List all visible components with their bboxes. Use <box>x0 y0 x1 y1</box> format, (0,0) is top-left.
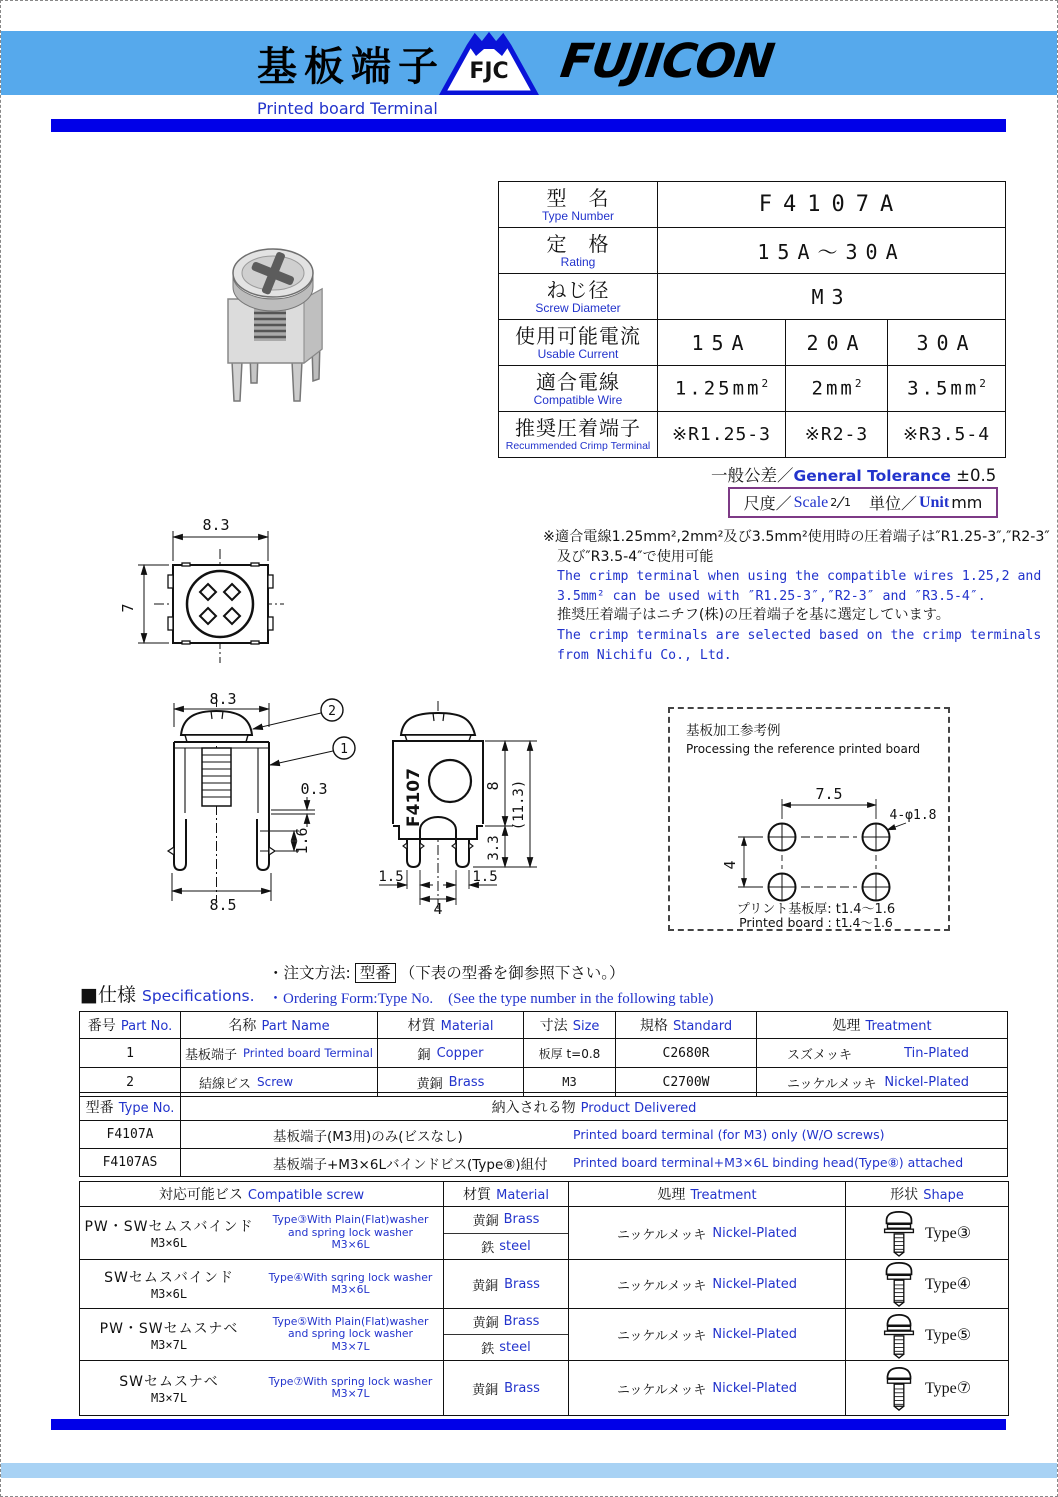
screw-diameter-value: M3 <box>658 274 1006 320</box>
screw-type3-icon <box>883 1209 915 1257</box>
spec-row-crimp-terminal: 推奨圧着端子 Recummended Crimp Terminal ※R1.25-3 ※R2-3 ※R3.5-4 <box>499 412 1006 458</box>
svg-text:8.5: 8.5 <box>209 896 237 914</box>
svg-text:7.5: 7.5 <box>815 785 843 803</box>
spec-row-usable-current: 使用可能電流 Usable Current 15A 20A 30A <box>499 320 1006 366</box>
type-number-table <box>79 1092 1008 1177</box>
svg-text:8: 8 <box>484 781 502 791</box>
spec-row-type-number: 型 名 Type Number F4107A <box>499 182 1006 228</box>
doc-subtitle: Printed board Terminal <box>257 99 438 118</box>
type-row-f4107as: F4107AS 基板端子+M3×6Lバインドビス(Type⑧)組付 Printed board terminal+M3×6L binding head(Type⑧) attached <box>80 1149 1008 1177</box>
screw-type7-icon <box>883 1364 915 1412</box>
svg-text:(11.3): (11.3) <box>511 779 527 831</box>
pcb-reference-box <box>668 707 950 931</box>
svg-text:1.5: 1.5 <box>378 869 404 885</box>
svg-text:1.5: 1.5 <box>472 869 498 885</box>
fjc-logo-text: FJC <box>469 59 509 84</box>
general-tolerance: 一般公差／General Tolerance ±0.5 <box>711 466 997 485</box>
svg-text:3.3: 3.3 <box>486 835 502 861</box>
page-title: 基板端子 <box>257 44 445 90</box>
parts-table <box>79 1011 1008 1097</box>
front-view-drawing <box>139 691 367 916</box>
screw-row-type7: SWセムスナベ M3×7L Type⑦With spring lock washer M3×7L 黄銅 Brass ニッケルメッキ Nickel-Plated Type⑦ <box>80 1361 1009 1416</box>
svg-text:Processing the reference print: Processing the reference printed board <box>686 742 921 756</box>
ordering-form-line: ・Ordering Form:Type No. (See the type number in the following table) <box>268 991 714 1007</box>
screw-type5-icon <box>883 1311 915 1359</box>
type-no-box: 型番 <box>355 963 396 983</box>
brand-logo: FUJICON <box>557 34 777 89</box>
svg-text:1.6: 1.6 <box>293 827 311 855</box>
compatible-screw-table <box>79 1181 1009 1416</box>
footer-band <box>1 1463 1057 1478</box>
spec-row-rating: 定 格 Rating 15A〜30A <box>499 228 1006 274</box>
side-view-drawing <box>353 693 548 917</box>
svg-text:4-φ1.8: 4-φ1.8 <box>889 808 937 823</box>
svg-text:8.3: 8.3 <box>202 516 230 534</box>
screw-row-type3: PW・SWセムスバインド M3×6L Type③With Plain(Flat)washer and spring lock washer M3×6L 黄銅 Brass 鉄 steel ニッケルメッキ Nickel-Plated Type③ <box>80 1207 1009 1260</box>
ordering-method-line: ・注文方法: 型番 （下表の型番を御参照下さい。） <box>268 964 625 982</box>
screw-row-type5: PW・SWセムスナベ M3×7L Type⑤With Plain(Flat)washer and spring lock washer M3×7L 黄銅 Brass 鉄 steel ニッケルメッキ Nickel-Plated Type⑤ <box>80 1309 1009 1361</box>
divider-bar-bottom <box>51 1419 1006 1430</box>
parts-row-1: 1 基板端子 Printed board Terminal 銅 Copper 板厚 t=0.8 C2680R スズメッキ Tin-Plated <box>80 1039 1008 1068</box>
svg-text:8.3: 8.3 <box>209 691 237 708</box>
crimp-notes: ※適合電線1.25mm²,2mm²及び3.5mm²使用時の圧着端子は″R1.25-3″,″R2-3″ 及び″R3.5-4″で使用可能 The crimp terminal when using the compatible wires 1.25,2 and 3.5mm² can be used with ″R1.25-3″,″R2-3″ and ″R3.5-4″. 推奨圧着端子はニチフ(株)の圧着端子を基に選定しています。 The crimp terminals are selected based on the crimp terminals from Nichifu Co., Ltd. <box>543 529 1050 663</box>
svg-text:4: 4 <box>433 900 443 917</box>
screw-type4-icon <box>883 1260 915 1308</box>
pcb-drawing <box>670 709 948 929</box>
spec-row-screw-diameter: ねじ径 Screw Diameter M3 <box>499 274 1006 320</box>
svg-text:0.3: 0.3 <box>300 780 328 798</box>
svg-text:F4107: F4107 <box>404 768 424 827</box>
rating-value: 15A〜30A <box>658 228 1006 274</box>
svg-text:7: 7 <box>119 603 137 613</box>
screw-row-type4: SWセムスバインド M3×6L Type④With sqring lock washer M3×6L 黄銅 Brass ニッケルメッキ Nickel-Plated Type④ <box>80 1260 1009 1309</box>
product-photo <box>198 231 350 409</box>
top-view-drawing <box>116 513 286 699</box>
fjc-logo <box>439 32 549 95</box>
parts-row-2: 2 結線ビス Screw 黄銅 Brass M3 C2700W ニッケルメッキ Nickel-Plated <box>80 1068 1008 1097</box>
spec-row-compatible-wire: 適合電線 Compatible Wire $1.25mm^2$ $2mm^2$ $3.5mm^2$ <box>499 366 1006 412</box>
type-row-f4107a: F4107A 基板端子(M3用)のみ(ビスなし) Printed board terminal (for M3) only (W/O screws) <box>80 1121 1008 1149</box>
svg-text:基板加工参考例: 基板加工参考例 <box>686 723 781 739</box>
spec-table <box>498 181 1006 458</box>
svg-text:1: 1 <box>340 742 348 757</box>
divider-bar-top <box>51 119 1006 132</box>
section-title: ■仕様 Specifications. <box>80 984 255 1006</box>
type-header-row: 型番 Type No. 納入される物 Product Delivered <box>80 1093 1008 1121</box>
screw-header-row: 対応可能ビス Compatible screw 材質 Material 処理 Treatment 形状 Shape <box>80 1182 1009 1207</box>
type-number-value: F4107A <box>658 182 1006 228</box>
svg-text:Printed board : t1.4〜1.6: Printed board : t1.4〜1.6 <box>739 915 893 929</box>
parts-header-row: 番号 Part No. 名称 Part Name 材質 Material 寸法 Size 規格 Standard 処理 Treatment <box>80 1012 1008 1039</box>
svg-text:プリント基板厚: t1.4〜1.6: プリント基板厚: t1.4〜1.6 <box>736 902 896 917</box>
svg-text:4: 4 <box>721 860 739 870</box>
scale-unit-box: 尺度／ Scale 2 ⁄ 1 単位／ Unit mm <box>728 487 998 518</box>
svg-text:2: 2 <box>328 704 336 719</box>
